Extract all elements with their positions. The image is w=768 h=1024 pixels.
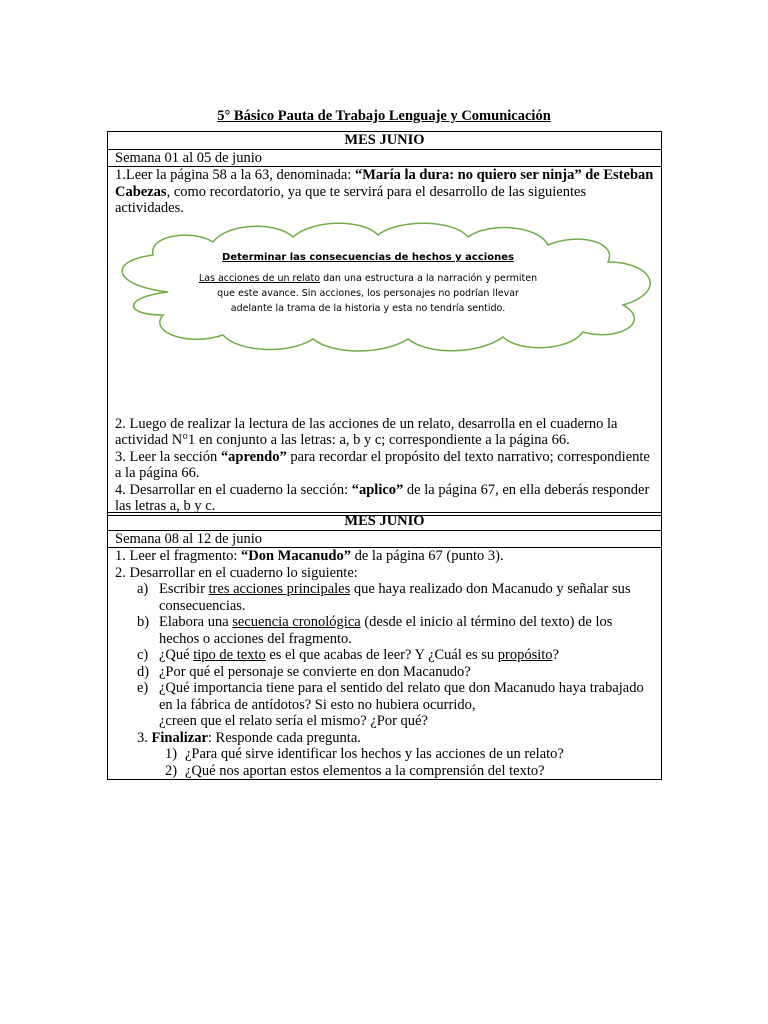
list-item: 1) ¿Para qué sirve identificar los hechos y las acciones de un relato? xyxy=(165,746,564,762)
cloud-title: Determinar las consecuencias de hechos y acciones xyxy=(222,252,514,263)
sub-list xyxy=(115,581,654,730)
final-questions xyxy=(115,746,654,779)
week-label: Semana 08 al 12 de junio xyxy=(108,530,662,548)
list-item: 2) ¿Qué nos aportan estos elementos a la comprensión del texto? xyxy=(165,762,545,779)
month-header: MES JUNIO xyxy=(108,513,662,531)
week-label: Semana 01 al 05 de junio xyxy=(108,149,662,167)
list-item: e) ¿Qué importancia tiene para el sentido del relato que don Macanudo haya trabajado en la fábrica de antídotos? Si esto no hubiera ocurrido, ¿creen que el relato sería el mismo? ¿Por qué? xyxy=(137,680,644,729)
june-week2-table xyxy=(107,512,662,780)
list-item: c) ¿Qué tipo de texto es el que acabas de leer? Y ¿Cuál es su propósito? xyxy=(137,647,559,663)
activity-4: 4. Desarrollar en el cuaderno la sección: “aplico” de la página 67, en ella deberás responder las letras a, b y c. xyxy=(115,481,650,514)
activity-1: 1. Leer el fragmento: “Don Macanudo” de la página 67 (punto 3). xyxy=(115,548,504,564)
list-item: d) ¿Por qué el personaje se convierte en don Macanudo? xyxy=(137,663,471,680)
finalize-line: 3. Finalizar: Responde cada pregunta. xyxy=(137,729,361,746)
activity-3: 3. Leer la sección “aprendo” para recordar el propósito del texto narrativo; correspondiente a la página 66. xyxy=(115,448,650,481)
activities-cell xyxy=(108,167,662,516)
activity-1: 1.Leer la página 58 a la 63, denominada: “María la dura: no quiero ser ninja” de Esteban Cabezas, como recordatorio, ya que te servirá para el desarrollo de las siguientes actividades. xyxy=(115,167,654,216)
page-title: 5° Básico Pauta de Trabajo Lenguaje y Comunicación xyxy=(217,108,551,124)
month-header: MES JUNIO xyxy=(108,132,662,150)
concept-cloud xyxy=(108,217,663,352)
list-item: a) Escribir tres acciones principales que haya realizado don Macanudo y señalar sus consecuencias. xyxy=(137,581,631,614)
cloud-text xyxy=(198,250,538,316)
cloud-body: Las acciones de un relato dan una estructura a la narración y permiten que este avance. Sin acciones, los personajes no podrían llevar adelante la trama de la historia y esta no tendría sentido. xyxy=(198,273,538,314)
list-item: b) Elabora una secuencia cronológica (desde el inicio al término del texto) de los hechos o acciones del fragmento. xyxy=(137,614,613,647)
activities-cell xyxy=(108,548,662,780)
june-week1-table xyxy=(107,131,662,516)
activity-2: 2. Desarrollar en el cuaderno lo siguiente: xyxy=(115,564,358,581)
activity-2: 2. Luego de realizar la lectura de las acciones de un relato, desarrolla en el cuaderno la actividad N°1 en conjunto a las letras: a, b y c; correspondiente a la página 66. xyxy=(115,415,618,448)
cloud-lead: Las acciones de un relato xyxy=(198,273,321,284)
